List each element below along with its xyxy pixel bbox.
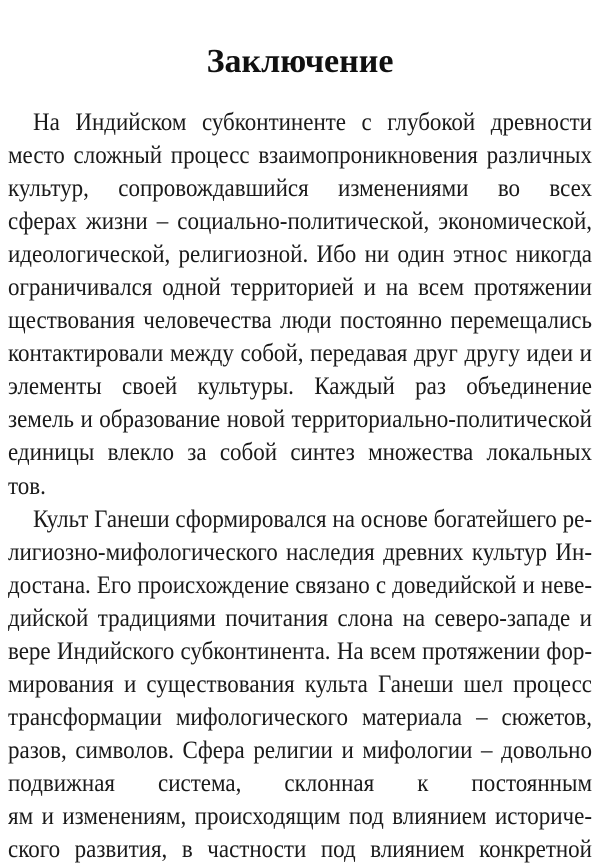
- text-line: контактировали между собой, передавая друг другу идеи и: [8, 338, 592, 367]
- text-line: ществования человечества люди постоянно перемещались: [8, 305, 592, 334]
- text-line: культур, сопровождавшийся изменениями во всех: [8, 173, 592, 202]
- text-line: подвижная система, склонная к постоянным: [8, 768, 592, 797]
- text-line: место сложный процесс взаимопроникновения различных: [8, 140, 592, 169]
- text-line: ограничивался одной территорией и на всем протяжении: [8, 272, 592, 301]
- page-title: Заключение: [206, 43, 394, 80]
- text-line: идеологической, религиозной. Ибо ни один этнос никогда: [8, 239, 592, 268]
- text-line: ского развития, в частности под влиянием конкретной: [8, 834, 592, 863]
- paragraph: [8, 105, 592, 502]
- text-line: мирования и существования культа Ганеши шел процесс: [8, 669, 592, 698]
- text-line: разов, символов. Сфера религии и мифологии – довольно: [8, 735, 592, 764]
- body-text: [8, 105, 592, 865]
- paragraph: [8, 502, 592, 866]
- text-line: земель и образование новой территориально-политической: [8, 404, 592, 433]
- text-line: трансформации мифологического материала – сюжетов,: [8, 702, 592, 731]
- text-line: вере Индийского субконтинента. На всем протяжении фор-: [8, 636, 592, 665]
- text-line: лигиозно-мифологического наследия древних культур Ин-: [8, 537, 592, 566]
- text-line: сферах жизни – социально-политической, экономической,: [8, 206, 592, 235]
- text-line: дийской традициями почитания слона на северо-западе и: [8, 603, 592, 632]
- text-line: Культ Ганеши сформировался на основе богатейшего ре-: [33, 504, 592, 533]
- text-line: На Индийском субконтиненте с глубокой древности: [33, 107, 592, 136]
- text-line: единицы влекло за собой синтез множества локальных: [8, 437, 592, 466]
- text-line: ям и изменениям, происходящим под влиянием историче-: [8, 801, 592, 830]
- text-line: достана. Его происхождение связано с доведийской и неве-: [8, 570, 592, 599]
- text-line: тов.: [8, 471, 46, 500]
- text-line: элементы своей культуры. Каждый раз объединение: [8, 371, 592, 400]
